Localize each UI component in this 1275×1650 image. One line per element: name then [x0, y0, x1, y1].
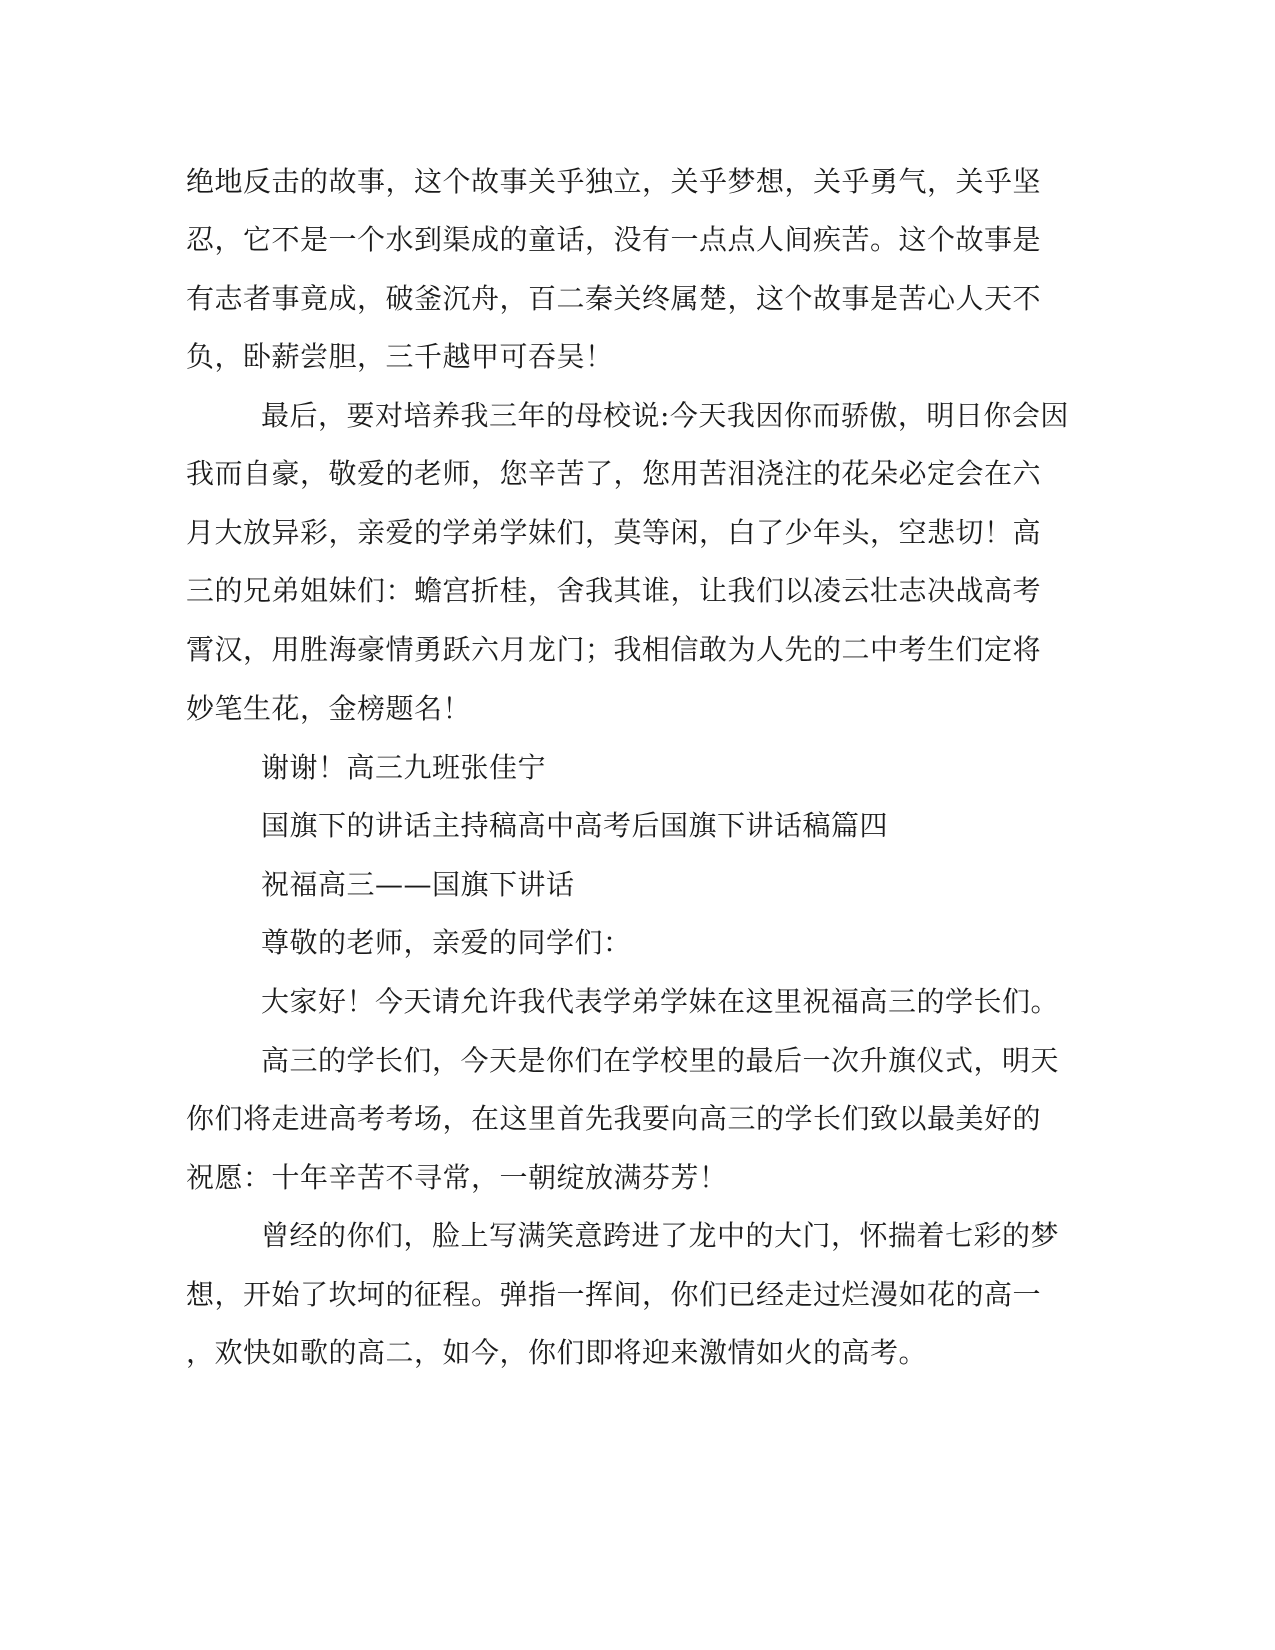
text-line: 我而自豪，敬爱的老师，您辛苦了，您用苦泪浇注的花朵必定会在六 [186, 457, 1042, 490]
text-line: 祝愿：十年辛苦不寻常，一朝绽放满芬芳！ [186, 1161, 728, 1194]
text-line: 忍，它不是一个水到渠成的童话，没有一点点人间疾苦。这个故事是 [186, 223, 1042, 256]
text-line: 你们将走进高考考场，在这里首先我要向高三的学长们致以最美好的 [186, 1102, 1042, 1135]
text-line: 最后，要对培养我三年的母校说:今天我因你而骄傲，明日你会因 [261, 399, 1069, 432]
text-line: 大家好！今天请允许我代表学弟学妹在这里祝福高三的学长们。 [261, 985, 1060, 1018]
text-line: ，欢快如歌的高二，如今，你们即将迎来激情如火的高考。 [186, 1336, 928, 1369]
section-heading: 国旗下的讲话主持稿高中高考后国旗下讲话稿篇四 [261, 809, 889, 842]
signature-line: 谢谢！高三九班张佳宁 [261, 751, 547, 784]
salutation: 尊敬的老师，亲爱的同学们： [261, 926, 632, 959]
text-line: 负，卧薪尝胆，三千越甲可吞吴！ [186, 340, 614, 373]
text-line: 想，开始了坎坷的征程。弹指一挥间，你们已经走过烂漫如花的高一 [186, 1278, 1042, 1311]
text-line: 曾经的你们，脸上写满笑意跨进了龙中的大门，怀揣着七彩的梦 [261, 1219, 1060, 1252]
text-line: 绝地反击的故事，这个故事关乎独立，关乎梦想，关乎勇气，关乎坚 [186, 165, 1042, 198]
speech-title: 祝福高三——国旗下讲话 [261, 868, 575, 901]
text-line: 妙笔生花，金榜题名！ [186, 692, 472, 725]
text-line: 三的兄弟姐妹们：蟾宫折桂，舍我其谁，让我们以凌云壮志决战高考 [186, 574, 1042, 607]
text-line: 月大放异彩，亲爱的学弟学妹们，莫等闲，白了少年头，空悲切！高 [186, 516, 1042, 549]
text-line: 有志者事竟成，破釜沉舟，百二秦关终属楚，这个故事是苦心人天不 [186, 282, 1042, 315]
text-line: 霄汉，用胜海豪情勇跃六月龙门；我相信敢为人先的二中考生们定将 [186, 633, 1042, 666]
text-line: 高三的学长们，今天是你们在学校里的最后一次升旗仪式，明天 [261, 1044, 1060, 1077]
